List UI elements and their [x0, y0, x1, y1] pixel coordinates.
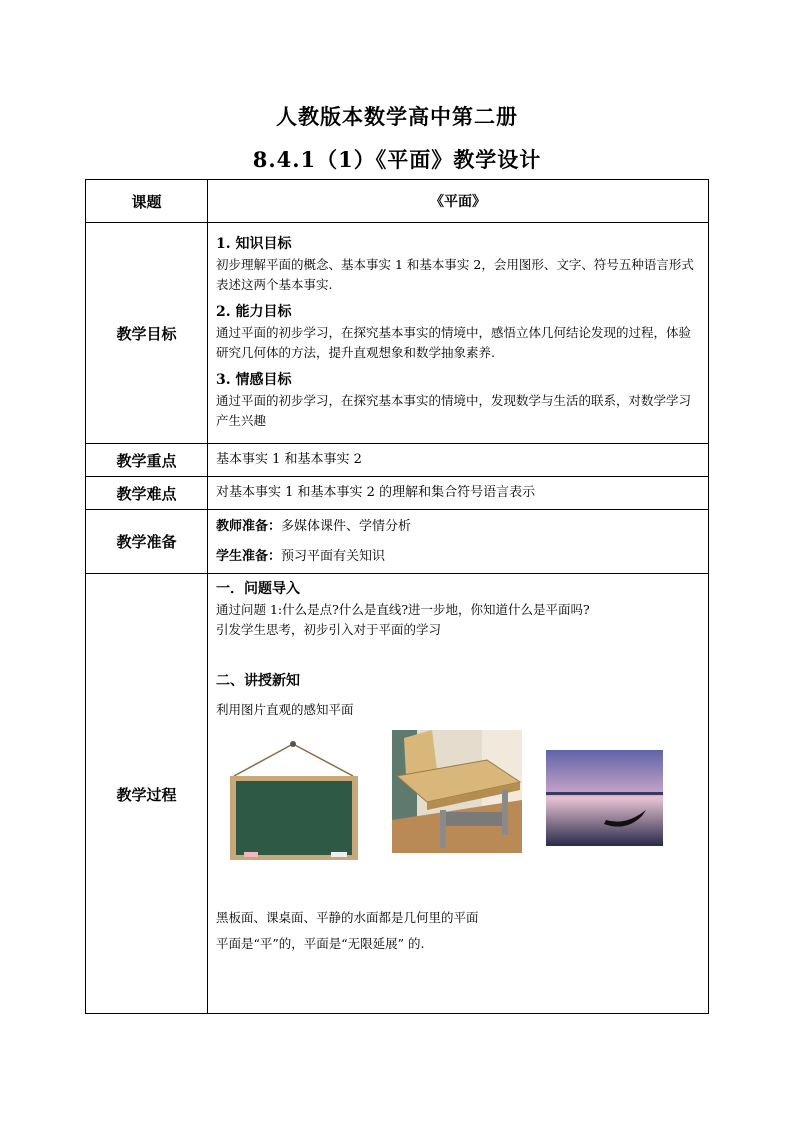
teacher-prep-label: 教师准备：	[216, 518, 282, 534]
row-topic	[86, 180, 709, 223]
lesson-plan-table	[85, 179, 709, 1014]
section2-intro: 利用图片直观的感知平面	[216, 702, 354, 717]
document-subtitle: 8.4.1（1）《平面》教学设计	[252, 147, 542, 172]
student-prep-label: 学生准备：	[216, 548, 282, 564]
teacher-prep	[216, 512, 702, 542]
topic-label: 课题	[86, 180, 208, 223]
difficulties-label: 教学难点	[86, 477, 208, 510]
student-prep-value: 预习平面有关知识	[281, 548, 386, 564]
preparation-label: 教学准备	[86, 510, 208, 574]
topic-value: 《平面》	[208, 180, 709, 223]
student-prep	[216, 542, 702, 572]
preparation-content	[208, 510, 709, 574]
goals-label: 教学目标	[86, 223, 208, 444]
difficulties-value: 对基本事实 1 和基本事实 2 的理解和集合符号语言表示	[208, 477, 709, 510]
section1-line2: 引发学生思考，初步引入对于平面的学习	[216, 622, 442, 637]
caption-2: 平面是“平”的，平面是“无限延展” 的.	[216, 936, 425, 951]
desk-image	[392, 730, 522, 853]
ability-heading: 2. 能力目标	[216, 304, 292, 320]
example-pictures	[216, 730, 702, 890]
lake-image	[546, 750, 663, 846]
section2-heading: 二、讲授新知	[216, 673, 300, 689]
section1-line1: 通过问题 1:什么是点?什么是直线?进一步地，你知道什么是平面吗?	[216, 602, 590, 617]
teacher-prep-value: 多媒体课件、学情分析	[281, 518, 412, 534]
document-title: 人教版本数学高中第二册	[276, 104, 518, 129]
row-preparation	[86, 510, 709, 574]
knowledge-text: 初步理解平面的概念、基本事实 1 和基本事实 2，会用图形、文字、符号五种语言形式表述这两个基本事实.	[216, 257, 694, 292]
row-goals	[86, 223, 709, 444]
emotion-heading: 3. 情感目标	[216, 372, 292, 388]
goals-content	[208, 223, 709, 444]
ability-text: 通过平面的初步学习，在探究基本事实的情境中，感悟立体几何结论发现的过程，体验研究几何体的方法，提升直观想象和数学抽象素养.	[216, 325, 692, 360]
row-process	[86, 574, 709, 1014]
process-label: 教学过程	[86, 574, 208, 1014]
caption-1: 黑板面、课桌面、平静的水面都是几何里的平面	[216, 910, 479, 925]
emotion-text: 通过平面的初步学习，在探究基本事实的情境中，发现数学与生活的联系，对数学学习产生兴趣	[216, 393, 692, 428]
process-content	[208, 574, 709, 1014]
key-points-value: 基本事实 1 和基本事实 2	[208, 444, 709, 477]
blackboard-image	[226, 736, 361, 864]
key-points-label: 教学重点	[86, 444, 208, 477]
row-key-points	[86, 444, 709, 477]
row-difficulties	[86, 477, 709, 510]
knowledge-heading: 1. 知识目标	[216, 236, 292, 252]
section1-heading: 一．问题导入	[216, 581, 300, 597]
